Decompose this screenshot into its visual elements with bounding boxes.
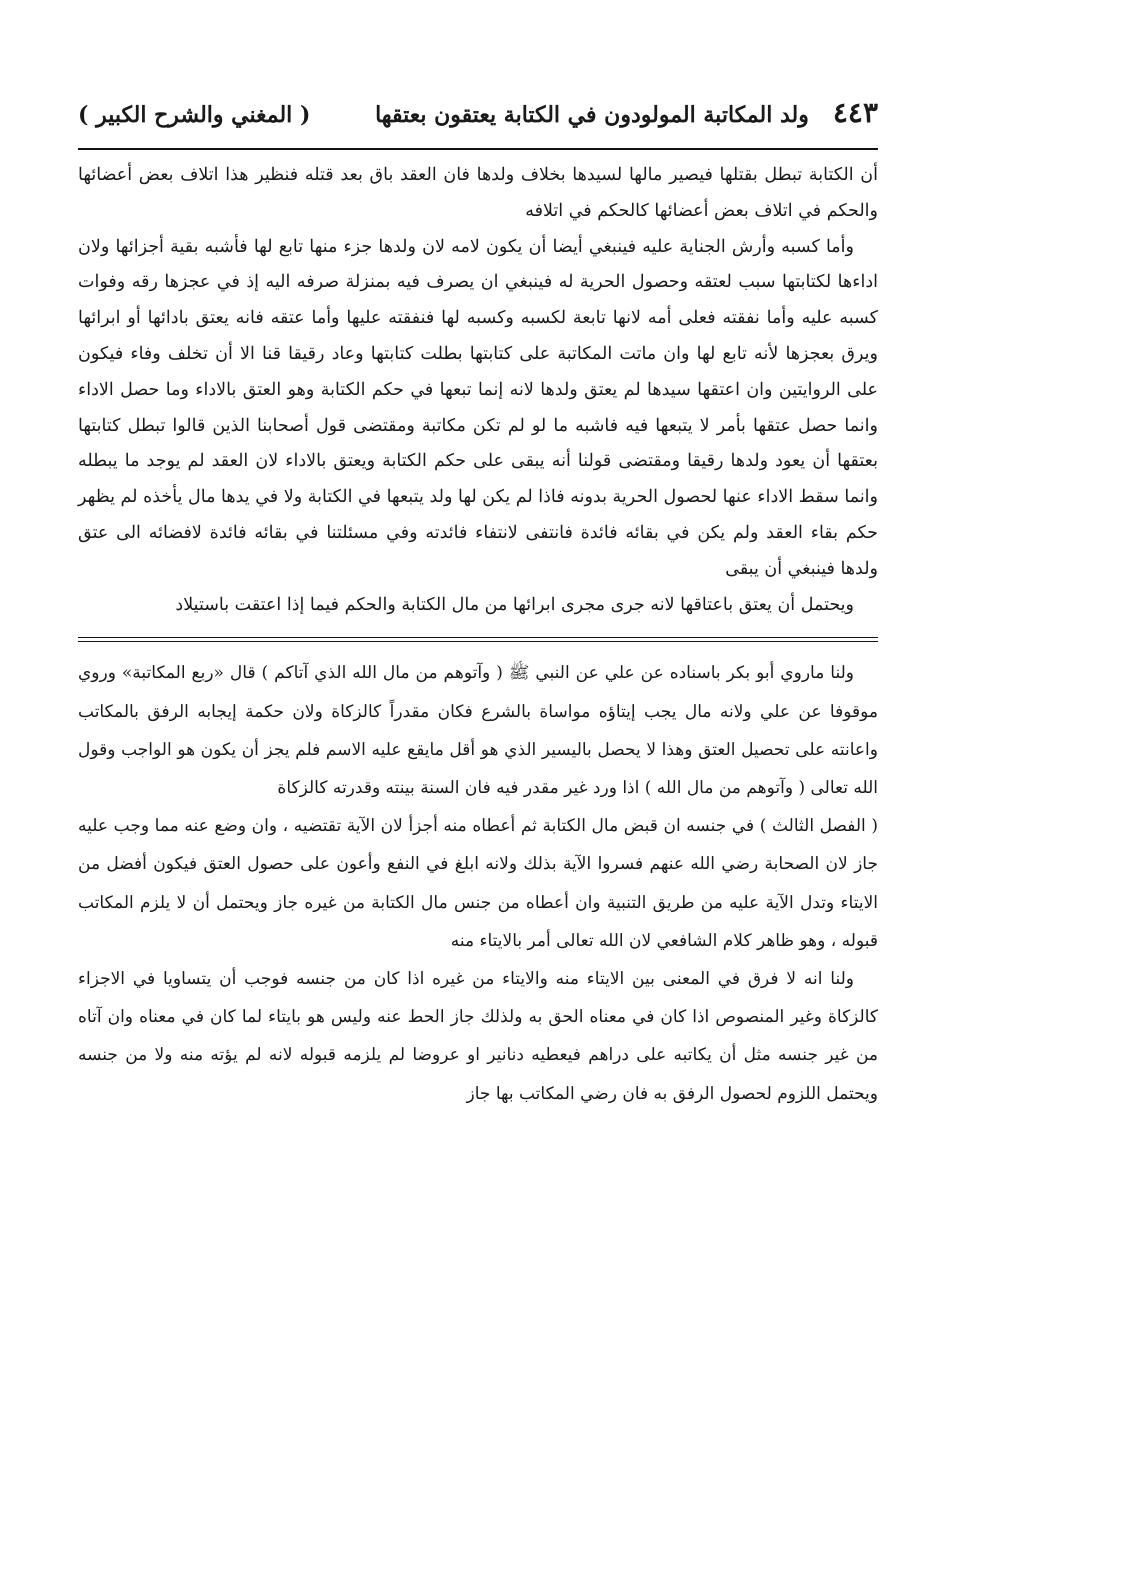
- book-title: ( المغني والشرح الكبير ): [78, 102, 311, 128]
- mughni-text: [78, 158, 878, 623]
- header-rule: [78, 148, 878, 150]
- book-page: [78, 96, 878, 1113]
- paragraph: ويحتمل أن يعتق باعتاقها لانه جرى مجرى ابرائها من مال الكتابة والحكم فيما إذا اعتقت باستيلاد: [175, 594, 854, 615]
- paragraph: أن الكتابة تبطل بقتلها فيصير مالها لسيدها بخلاف ولدها فان العقد باق بعد قتله فنظير هذا اتلاف بعض أعضائها والحكم في اتلاف بعض أعضائها كالحكم في اتلافه: [78, 165, 878, 221]
- page-number: ٤٤٣: [832, 96, 878, 129]
- paragraph: ( الفصل الثالث ) في جنسه ان قبض مال الكتابة ثم أعطاه منه أجزأ لان الآية تقتضيه ، وان وضع عنه مما وجب عليه جاز لان الصحابة رضي الله عنهم فسروا الآية بذلك ولانه ابلغ في النفع وأعون على حصول العتق فيكون أفضل من الايتاء وتدل الآية عليه من طريق التنبية وان أعطاه من جنس مال الكتابة من غيره جاز ويحتمل أن لا يلزم المكاتب قبوله ، وهو ظاهر كلام الشافعي لان الله تعالى أمر بالايتاء منه: [78, 816, 878, 951]
- page-header: [78, 96, 878, 142]
- paragraph: وأما كسبه وأرش الجناية عليه فينبغي أيضا أن يكون لامه لان ولدها جزء منها تابع لها فأشبه بقية أجزائها ولان اداءها لكتابتها سبب لعتقه وحصول الحرية له فينبغي ان يصرف فيه بمنزلة صرفه اليه إذ في عجزها رقه وفوات كسبه عليه وأما نفقته فعلى أمه لانها تابعة لكسبه وكسبه لها فنفقته عليها وأما عتقه فانه يعتق بادائها أو ابرائها ويرق بعجزها لأنه تابع لها وان ماتت المكاتبة على كتابتها بطلت كتابتها وعاد رقيقا قنا الا أن تخلف وفاء فيكون على الروايتين وان اعتقها سيدها لم يعتق ولدها لانه إنما تبعها في حكم الكتابة وهو العتق بالاداء وما حصل الاداء وانما حصل عتقها بأمر لا يتبعها فيه فاشبه ما لو لم تكن مكاتبة ومقتضى قول أصحابنا الذين قالوا تبطل كتابتها بعتقها أن يعود ولدها رقيقا ومقتضى قولنا أنه يبقى على حكم الكتابة ويعتق بالاداء لان العقد لم يوجد ما يبطله وانما سقط الاداء عنها لحصول الحرية بدونه فاذا لم يكن لها ولد يتبعها في الكتابة ولا في يدها مال يأخذه لم يظهر حكم بقاء العقد ولم يكن في بقائه فائدة فانتفى لانتفاء فائدته وفي مسئلتنا في بقائه فائدة لافضائه الى عتق ولدها فينبغي أن يبقى: [78, 236, 878, 579]
- section-divider: [78, 637, 878, 642]
- paragraph: ولنا انه لا فرق في المعنى بين الايتاء منه والايتاء من غيره اذا كان من جنسه فوجب أن يتساويا في الاجزاء كالزكاة وغير المنصوص اذا كان في معناه الحق به ولذلك جاز الحط عنه وليس هو بايتاء لما كان في معناه وان آتاه من غير جنسه مثل أن يكاتبه على دراهم فيعطيه دنانير او عروضا لم يلزمه قبوله لانه لم يؤته منه ولا من جنسه ويحتمل اللزوم لحصول الرفق به فان رضي المكاتب بها جاز: [78, 968, 878, 1104]
- page-running-title: ولد المكاتبة المولودون في الكتابة يعتقون بعتقها: [375, 102, 809, 128]
- paragraph: ولنا ماروي أبو بكر باسناده عن علي عن النبي ﷺ ( وآتوهم من مال الله الذي آتاكم ) قال «ربع المكاتبة» وروي موقوفا عن علي ولانه مال يجب إيتاؤه مواساة بالشرع فكان مقدراً كالزكاة ولان حكمة إيجابه الرفق بالمكاتب واعانته على تحصيل العتق وهذا لا يحصل باليسير الذي هو أقل مايقع عليه الاسم فلم يجز أن يكون هو الواجب وقول الله تعالى ( وآتوهم من مال الله ) اذا ورد غير مقدر فيه فان السنة بينته وقدرته كالزكاة: [78, 663, 878, 798]
- sharh-text: [78, 654, 878, 1112]
